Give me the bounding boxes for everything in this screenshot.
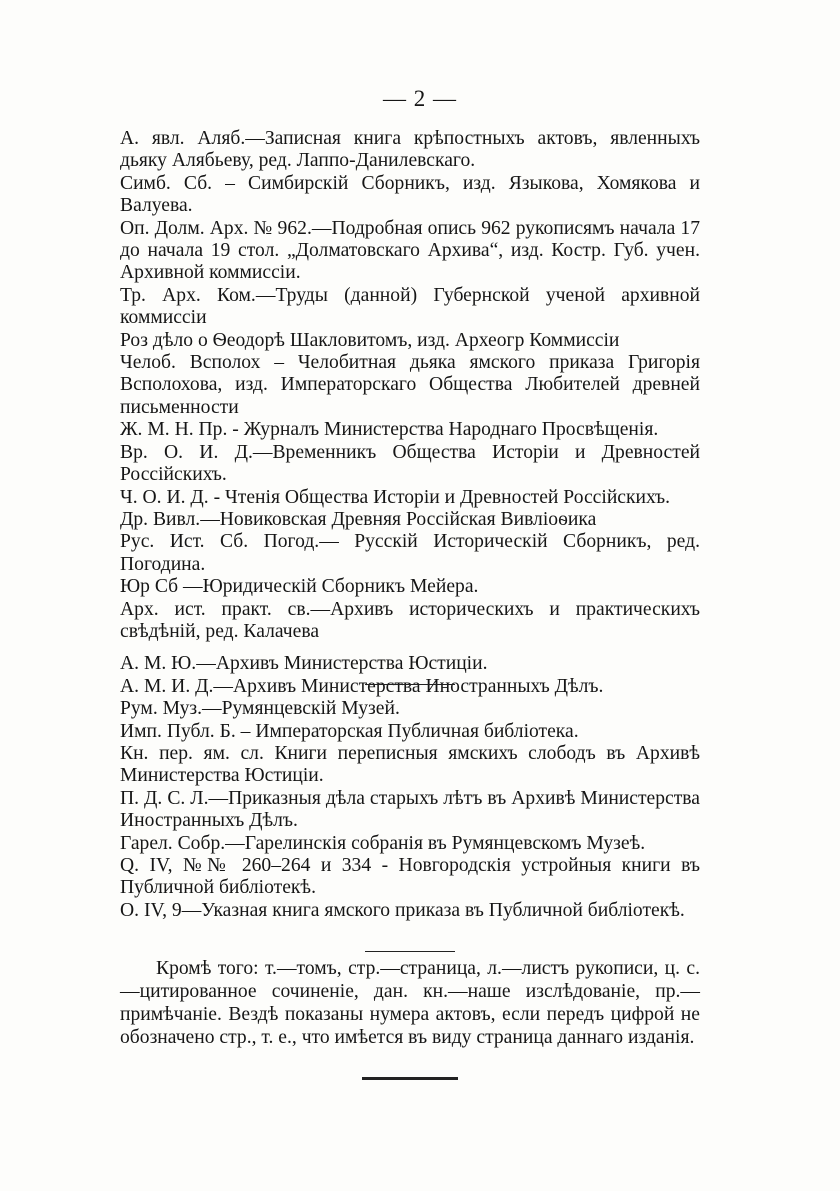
entry-sep: — — [319, 531, 355, 553]
entry-sep: — — [225, 832, 245, 854]
abbreviation-entry — [120, 330, 700, 352]
entry-abbr: Челоб. Всполох — [120, 352, 261, 374]
entry-abbr: П. Д. С. Л. — [120, 787, 209, 809]
abbreviation-entry — [120, 721, 700, 743]
entry-text: Подробная опись 962 рукописямъ начала 17 до начала 19 стол. „Долматовскаго Архива“, изд. Костр. Губ. учен. Архивной коммиссіи. — [120, 217, 700, 284]
entry-abbr: Кн. пер. ям. сл. — [120, 742, 264, 764]
entry-abbr: Оп. Долм. Арх. № 962. — [120, 217, 312, 239]
entry-abbr: О. IV, 9 — [120, 899, 182, 921]
entry-abbr: Рус. Ист. Сб. Погод. — [120, 531, 320, 553]
entry-text: Приказныя дѣла старыхъ лѣтъ въ Архивѣ Министерства Иностранныхъ Дѣлъ. — [120, 787, 700, 832]
entry-sep: — — [200, 508, 220, 530]
entry-sep — [264, 743, 275, 764]
entry-text: Журналъ Министерства Народнаго Просвѣщенія. — [243, 419, 659, 441]
entry-abbr: Тр. Арх. Ком. — [120, 284, 256, 306]
entry-text: Русскій Историческій Сборникъ, ред. Погодина. — [120, 531, 700, 575]
entry-sep: — — [252, 441, 273, 463]
entry-text: Указная книга ямского приказа въ Публичной библіотекѣ. — [201, 899, 685, 921]
entry-text: Юридическій Сборникъ Мейера. — [202, 576, 479, 598]
abbreviation-entry — [120, 599, 700, 644]
entry-abbr: Вр. О. И. Д. — [120, 441, 253, 463]
entry-abbr: Роз — [120, 329, 148, 351]
abbreviation-entry — [120, 676, 700, 698]
entry-sep: - — [227, 419, 244, 441]
entry-text: Румянцевскій Музей. — [221, 698, 400, 720]
abbreviation-entry — [120, 352, 700, 419]
abbreviation-entry — [120, 531, 700, 576]
entry-sep: — — [213, 675, 233, 697]
abbreviation-entry — [120, 442, 700, 487]
entry-abbr: Гарел. Собр. — [120, 832, 226, 854]
abbreviation-entry — [120, 487, 700, 509]
entry-sep: — — [255, 284, 276, 306]
entry-sep: — — [311, 217, 332, 239]
entry-text: Временникъ Общества Исторіи и Древностей Россійскихъ. — [120, 441, 701, 486]
entry-abbr: Юр Сб — [120, 576, 179, 598]
end-rule — [362, 1077, 458, 1080]
entry-sep: — — [196, 653, 216, 675]
closing-note: Кромѣ того: т.—томъ, стр.—страница, л.—листъ рукописи, ц. с.—цитированное сочиненіе, дан. кн.—наше изслѣдованіе, пр.—примѣчаніе. Вездѣ показаны нумера актовъ, если передъ цифрой не обозначено стр., т. е., что имѣется въ виду страница даннаго изданія. — [120, 958, 700, 1048]
entry-text: Книги переписныя ямскихъ слободъ въ Архивѣ Министерства Юстиціи. — [120, 742, 700, 787]
entry-sep: — — [245, 128, 265, 149]
entry-sep: - — [208, 486, 226, 508]
entry-abbr: Ж. М. Н. Пр. — [120, 419, 228, 441]
abbreviations-list — [120, 128, 700, 922]
entry-text: Симбирскій Сборникъ, изд. Языкова, Хомякова и Валуева. — [120, 172, 701, 217]
abbreviation-entry — [120, 285, 700, 330]
entry-sep: – — [260, 352, 298, 374]
entry-abbr: Симб. Сб. — [120, 172, 213, 194]
entry-abbr: А. явл. Аляб. — [120, 128, 246, 149]
abbreviation-entry — [120, 698, 700, 720]
entry-text: Записная книга крѣпостныхъ актовъ, явленныхъ дьяку Алябьеву, ред. Лаппо-Данилевскаго. — [120, 128, 701, 172]
entry-abbr: Рум. Муз. — [120, 698, 203, 720]
entry-text: дѣло о Ѳеодорѣ Шакловитомъ, изд. Археогр Коммиссіи — [152, 329, 620, 351]
entry-sep: — — [178, 576, 203, 598]
abbreviation-entry — [120, 576, 700, 598]
abbreviation-entry — [120, 173, 700, 218]
entry-text: Чтенія Общества Исторіи и Древностей Россійскихъ. — [225, 486, 671, 508]
entry-sep: — — [208, 787, 229, 809]
entry-sep: — — [181, 899, 202, 921]
entry-abbr: Др. Вивл. — [120, 508, 201, 530]
entry-text: Труды (данной) Губернской ученой архивной коммиссіи — [120, 284, 701, 329]
entry-abbr: Ч. О. И. Д. — [120, 486, 209, 508]
entry-text: Челобитная дьяка ямского приказа Григорія Всполохова, изд. Императорскаго Общества Любителей древней письменности — [120, 352, 701, 418]
abbreviation-entry — [120, 855, 700, 900]
abbreviation-entry — [120, 419, 700, 441]
entry-text: Императорская Публичная библіотека. — [255, 720, 579, 742]
section-divider — [365, 684, 455, 685]
entry-text: Архивъ Министерства Юстиціи. — [215, 653, 488, 675]
entry-sep: – — [235, 720, 256, 742]
page-number: — 2 — — [383, 86, 457, 111]
abbreviation-entry — [120, 833, 700, 855]
entry-abbr: А. М. Ю. — [120, 653, 197, 675]
entry-abbr: Q. IV, №№ 260–264 и 334 — [120, 855, 372, 876]
entry-text: Новиковская Древняя Россійская Вивліоѳика — [219, 508, 597, 530]
abbreviation-entry — [120, 128, 700, 173]
entry-abbr: А. М. И. Д. — [120, 675, 214, 697]
abbreviation-entry — [120, 653, 700, 675]
entry-sep: - — [371, 855, 399, 876]
abbreviation-entry — [120, 788, 700, 833]
abbreviation-entry — [120, 743, 700, 788]
abbreviation-entry — [120, 900, 700, 922]
entry-sep: – — [212, 172, 249, 194]
abbreviation-entry — [120, 218, 700, 285]
entry-sep: — — [202, 698, 222, 720]
entry-abbr: Имп. Публ. Б. — [120, 720, 236, 742]
entry-sep: — — [310, 598, 331, 620]
abbreviation-entry — [120, 509, 700, 531]
entry-text: Архивъ Министерства Иностранныхъ Дѣлъ. — [232, 675, 604, 697]
entry-text: Новгородскія устройныя книги въ Публичной библіотекѣ. — [120, 855, 700, 899]
entry-abbr: Арх. ист. практ. св. — [120, 598, 311, 620]
section-divider — [365, 951, 455, 952]
entry-text: Гарелинскія собранія въ Румянцевскомъ Музеѣ. — [244, 832, 646, 854]
entry-text: Архивъ историческихъ и практическихъ свѣдѣній, ред. Калачева — [120, 598, 700, 642]
